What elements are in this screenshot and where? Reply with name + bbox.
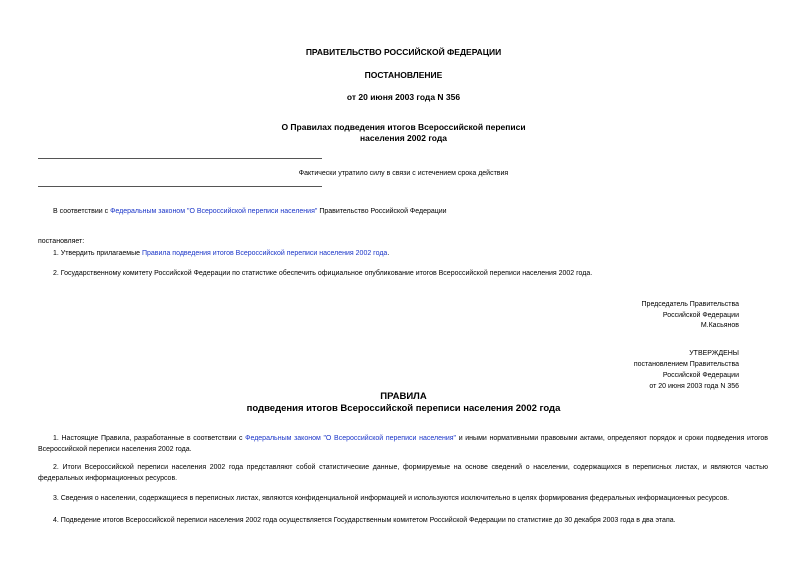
signature-name: М.Касьянов [700, 322, 739, 329]
signature-line2: Российской Федерации [662, 312, 739, 319]
rules-paragraph-1 [38, 433, 768, 455]
approved-line3: Российской Федерации [662, 372, 739, 379]
rules-link[interactable]: Правила подведения итогов Всероссийской переписи населения 2002 года [141, 250, 388, 257]
preamble-prefix: В соответствии с [53, 208, 111, 215]
approved-line4: от 20 июня 2003 года N 356 [649, 383, 739, 390]
item1-prefix: 1. Утвердить прилагаемые [53, 250, 142, 257]
rules-subtitle: подведения итогов Всероссийской переписи населения 2002 года [246, 403, 561, 414]
divider-top [38, 158, 322, 159]
rules-paragraph-3: 3. Сведения о населении, содержащиеся в переписных листах, являются конфиденциальной информацией и используются исключительно в целях формирования федеральных информационных ресурсов. [53, 495, 730, 502]
preamble-suffix: Правительство Российской Федерации [317, 208, 447, 215]
decision-item-1 [53, 250, 389, 257]
federal-law-link[interactable]: Федеральным законом "О Всероссийской переписи населения" [110, 208, 318, 215]
document-type-heading: ПОСТАНОВЛЕНИЕ [364, 70, 443, 80]
rules-paragraph-4: 4. Подведение итогов Всероссийской переписи населения 2002 года осуществляется Государственным комитетом Российской Федерации по статистике до 30 декабря 2003 года в два этапа. [53, 517, 676, 524]
preamble [53, 208, 447, 215]
p1-federal-law-link[interactable]: Федеральным законом "О Всероссийской переписи населения" [245, 435, 457, 442]
status-note: Фактически утратило силу в связи с истечением срока действия [298, 170, 509, 177]
item1-suffix: . [387, 250, 390, 257]
decision-item-2: 2. Государственному комитету Российской Федерации по статистике обеспечить официальное опубликование итогов Всероссийской переписи населения 2002 года. [53, 270, 593, 277]
divider-bottom [38, 186, 322, 187]
approved-line2: постановлением Правительства [633, 361, 739, 368]
document-date-number: от 20 июня 2003 года N 356 [346, 92, 461, 102]
p1-prefix: 1. Настоящие Правила, разработанные в соответствии с [53, 435, 246, 442]
p1-suffix: и иными нормативными правовыми актами, определяют порядок и сроки подведения итогов Всероссийской переписи населения 2002 года. [38, 435, 768, 453]
decides-label: постановляет: [38, 238, 85, 245]
approved-line1: УТВЕРЖДЕНЫ [689, 350, 739, 357]
government-heading: ПРАВИТЕЛЬСТВО РОССИЙСКОЙ ФЕДЕРАЦИИ [305, 47, 502, 57]
signature-line1: Председатель Правительства [641, 301, 739, 308]
document-title-line2: населения 2002 года [360, 133, 447, 143]
rules-title: ПРАВИЛА [380, 391, 427, 402]
rules-paragraph-2: 2. Итоги Всероссийской переписи населения 2002 года представляют собой статистические данные, формируемые на основе сведений о населении, содержащихся в переписных листах, и являются частью федеральных информационных ресурсов. [38, 464, 768, 482]
document-title-line1: О Правилах подведения итогов Всероссийской переписи [281, 122, 526, 132]
